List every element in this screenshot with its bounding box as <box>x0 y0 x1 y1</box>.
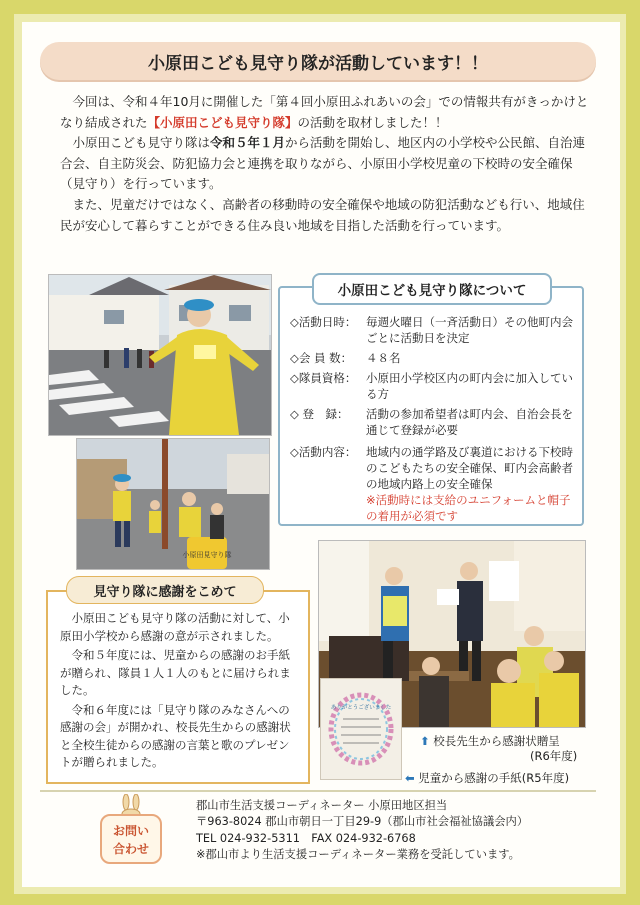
page-title: 小原田こども見守り隊が活動しています！！ <box>40 42 596 80</box>
vest-print-text: 小原田見守り隊 <box>182 551 232 559</box>
photo-crossing-guard <box>48 274 272 436</box>
info-row-registration: ◇ 登 録： 活動の参加希望者は町内会、自治会長を通じて登録が必要 <box>290 407 573 437</box>
group-name-highlight: 【小原田こども見守り隊】 <box>147 114 298 130</box>
info-row-schedule: ◇活動日時： 毎週火曜日（一斉活動日）その他町内会ごとに活動日を決定 <box>290 315 573 345</box>
info-row-activities: ◇活動内容： 地域内の通学路及び裏道における下校時のこどもたちの安全確保、町内会高齢者の地域内路上の安全確保 ※活動時には支給のユニフォームと帽子の着用が必須です <box>290 445 573 523</box>
intro-paragraph-1: 今回は、令和４年10月に開催した「第４回小原田ふれあいの会」での情報共有がきっかけとなり結成された【小原田こども見守り隊】の活動を取材しました！！ <box>60 94 589 130</box>
thanks-paragraph-2: 令和５年度には、児童からの感謝のお手紙が贈られ、隊員１人１人のもとに届けられました。 <box>60 648 291 697</box>
left-arrow-icon: ⬅ <box>405 771 415 785</box>
thanks-box-title: 見守り隊に感謝をこめて <box>66 576 264 604</box>
intro-paragraph-2: 小原田こども見守り隊は令和５年１月から活動を開始し、地区内の小学校や公民館、自治連合会、自主防災会、防犯協力会と連携を取りながら、小原田小学校児童の下校時の安全確保（見守り）を行っています。 <box>60 135 586 192</box>
info-box-title: 小原田こども見守り隊について <box>312 273 552 305</box>
info-row-eligibility: ◇隊員資格： 小原田小学校区内の町内会に加入している方 <box>290 371 573 401</box>
contact-line-note: ※郡山市より生活支援コーディネーター業務を受託しています。 <box>196 848 520 862</box>
intro-paragraph-3: また、児童だけではなく、高齢者の移動時の安全確保や地域の防犯活動なども行い、地域住民が安心して暮らすことができる住み良い地域を目指した活動を行っています。 <box>60 196 585 233</box>
contact-info <box>196 798 596 864</box>
thanks-box <box>46 590 310 784</box>
thanks-paragraph-3: 令和６年度には「見守り隊のみなさんへの感謝の会」が開かれ、校長先生からの感謝状と全校生徒からの感謝の言葉と歌のプレゼントが贈られました。 <box>60 702 291 769</box>
info-row-members: ◇会 員 数： ４８名 <box>290 351 401 365</box>
intro-text <box>60 92 590 236</box>
contact-line-address: 〒963-8024 郡山市朝日一丁目29-9（郡山市社会福祉協議会内） <box>196 815 529 829</box>
footer-divider <box>40 790 596 792</box>
letter-heading-text: ありがとうございました <box>330 705 392 711</box>
caption-certificate: ⬆ 校長先生から感謝状贈呈 <box>420 734 560 748</box>
thanks-paragraph-1: 小原田こども見守り隊の活動に対して、小原田小学校から感謝の意が示されました。 <box>60 611 290 643</box>
contact-badge: お問い 合わせ <box>100 814 162 864</box>
caption-certificate-year: (R6年度) <box>530 749 578 763</box>
up-arrow-icon: ⬆ <box>420 734 430 748</box>
photo-guards-with-children <box>76 438 270 570</box>
uniform-note: ※活動時には支給のユニフォームと帽子の着用が必須です <box>366 493 571 523</box>
caption-letter: ⬅ 児童から感謝の手紙(R5年度) <box>405 771 570 785</box>
contact-line-phone: TEL 024-932-5311 FAX 024-932-6768 <box>196 831 416 845</box>
info-box <box>278 286 584 526</box>
start-date-highlight: 令和５年１月 <box>210 135 286 151</box>
contact-line-organizer: 郡山市生活支援コーディネーター 小原田地区担当 <box>196 799 448 812</box>
photo-thank-you-letter <box>320 678 402 780</box>
